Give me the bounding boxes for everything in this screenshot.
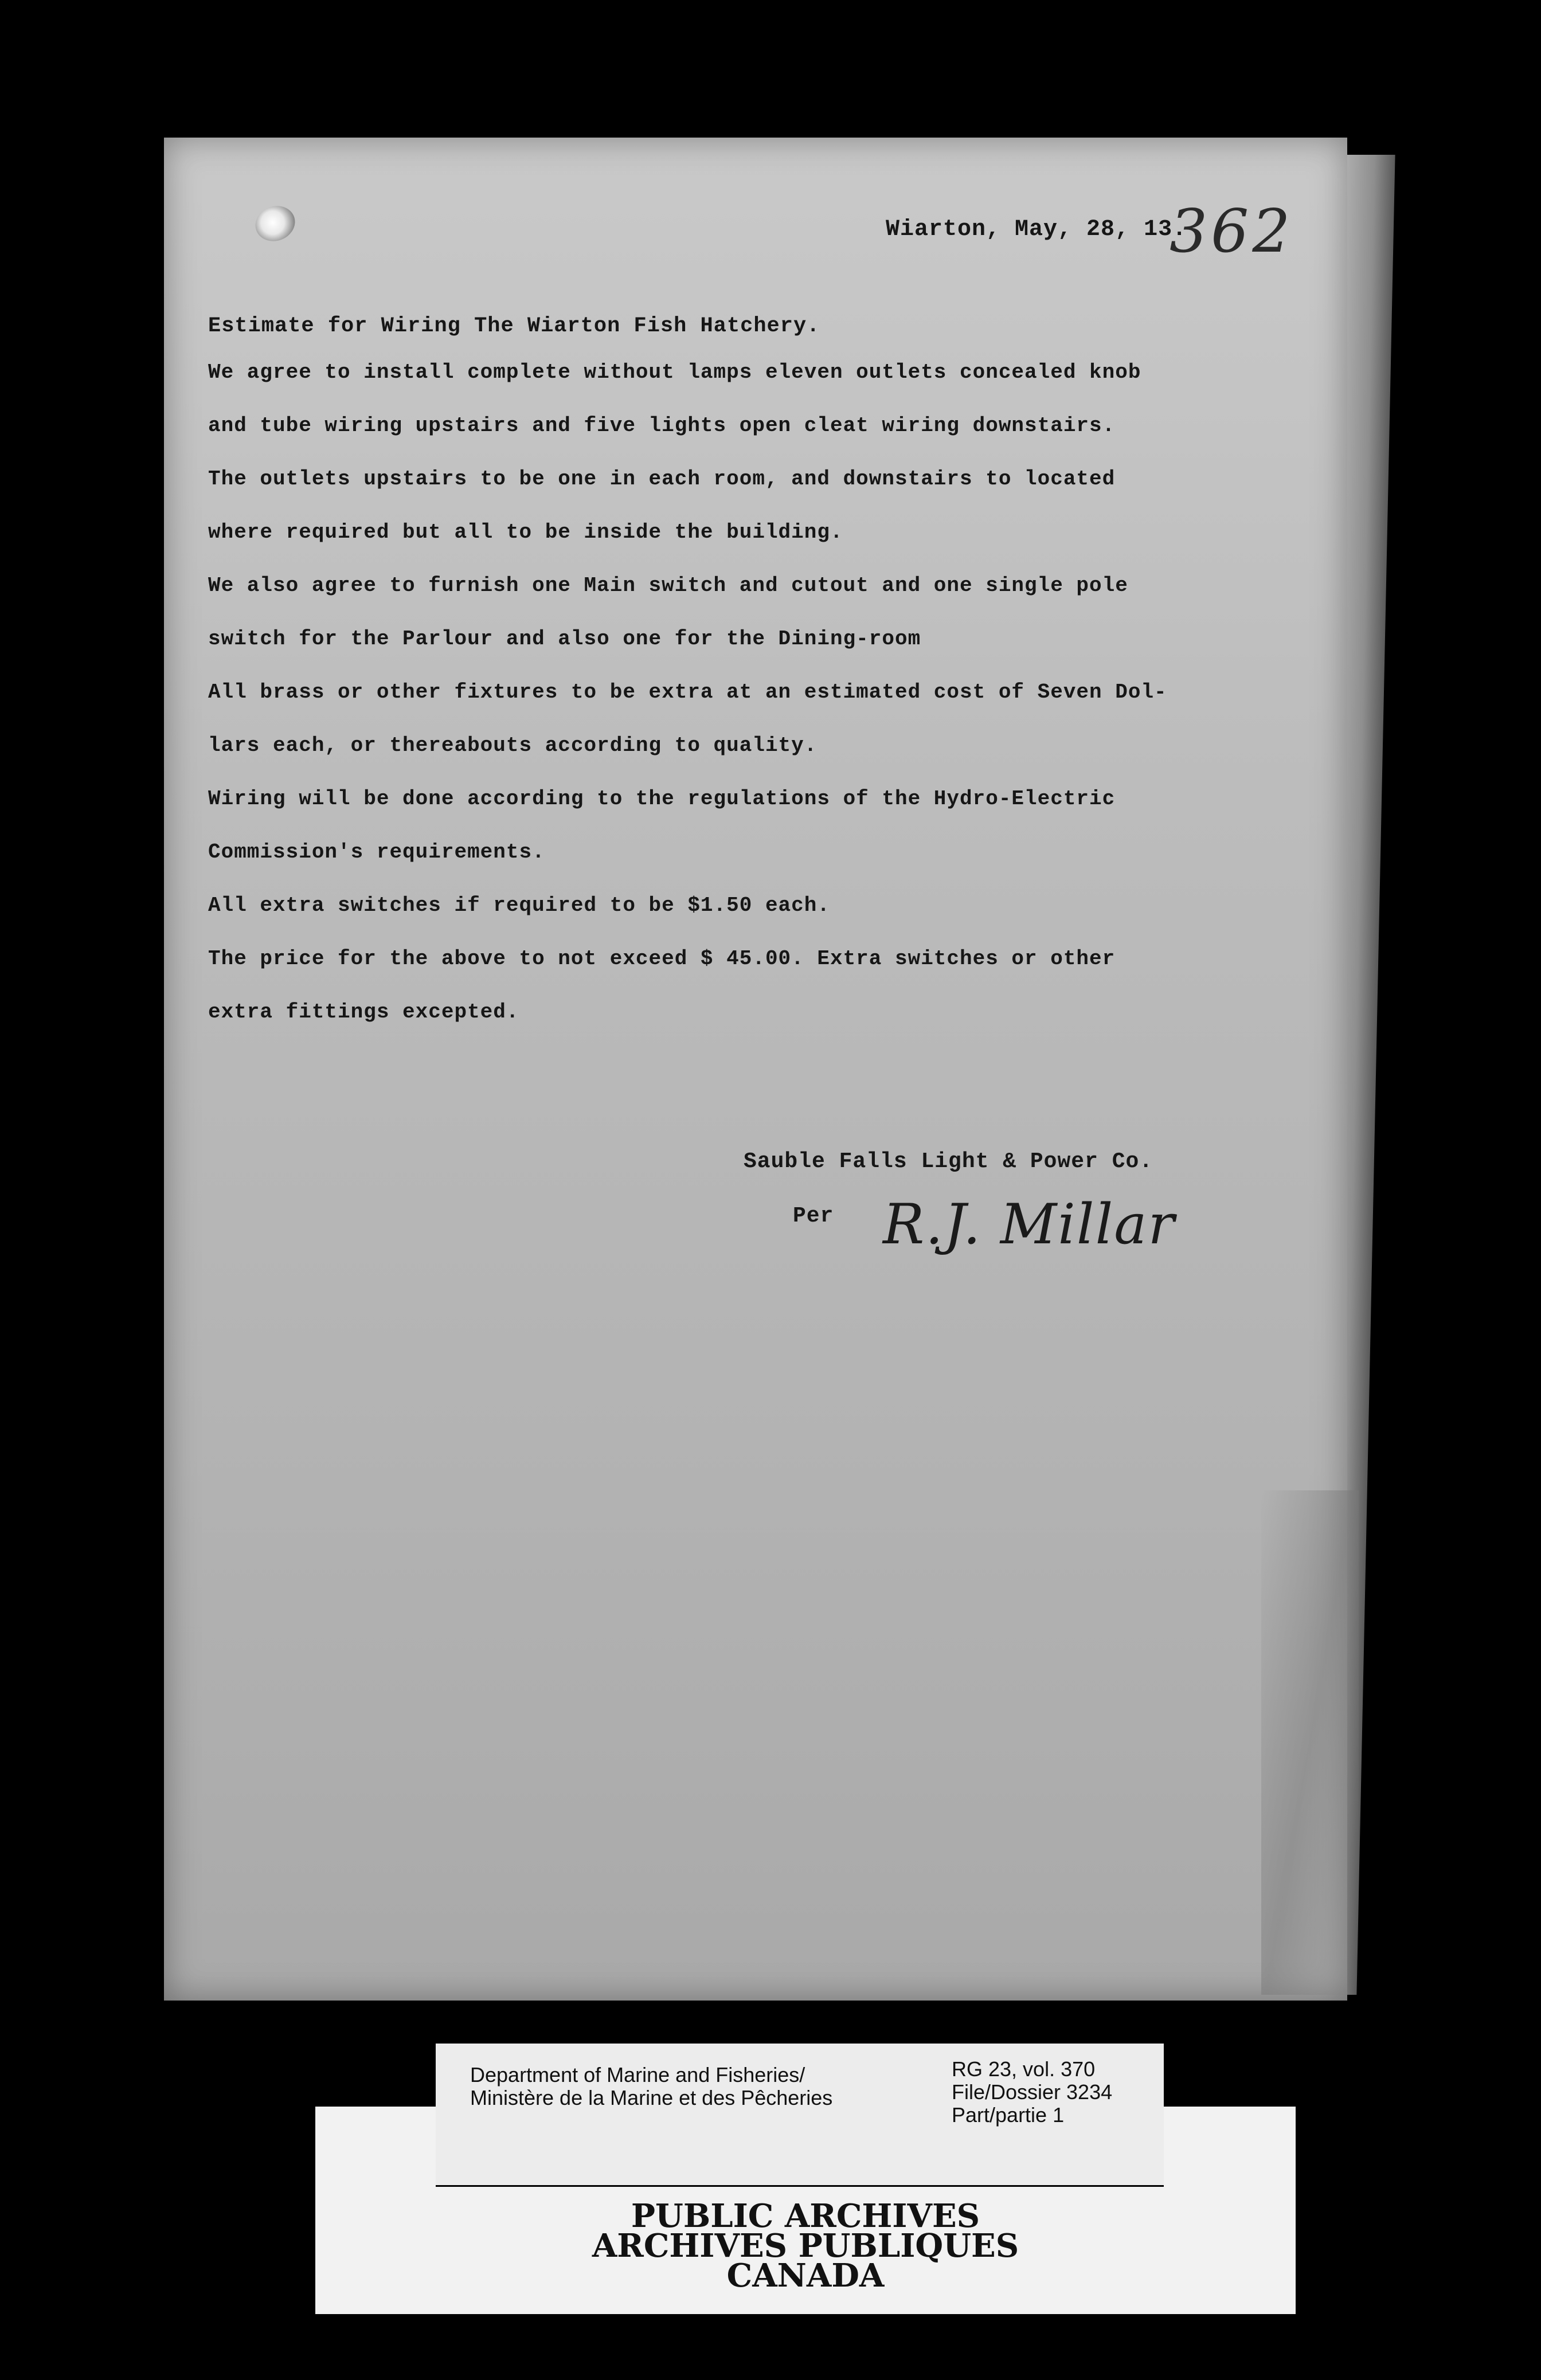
reference-volume: RG 23, vol. 370 (952, 2057, 1096, 2081)
department-english: Department of Marine and Fisheries/ (470, 2063, 805, 2087)
date-line: Wiarton, May, 28, 13. (886, 217, 1187, 242)
body-line: The outlets upstairs to be one in each room, and downstairs to located (208, 467, 1116, 491)
archives-line-en: PUBLIC ARCHIVES (631, 2197, 980, 2235)
body-line: where required but all to be inside the building. (208, 520, 843, 544)
body-line: We agree to install complete without lamps eleven outlets concealed knob (208, 361, 1141, 384)
reference-part: Part/partie 1 (952, 2103, 1065, 2127)
reference-block (952, 2058, 1112, 2127)
public-archives-stamp (315, 2197, 1296, 2295)
body-line: Commission's requirements. (208, 840, 545, 864)
document-body (208, 355, 1297, 1048)
handwritten-signature: R.J. Millar (883, 1192, 1176, 1256)
per-label: Per (793, 1204, 834, 1228)
body-line: extra fittings excepted. (208, 1000, 519, 1024)
body-line: lars each, or thereabouts according to quality. (208, 734, 818, 757)
body-line: switch for the Parlour and also one for the Dining-room (208, 627, 921, 651)
body-line: The price for the above to not exceed $ 45.00. Extra switches or other (208, 947, 1116, 970)
archives-line-fr: ARCHIVES PUBLIQUES (592, 2227, 1019, 2265)
body-line: Wiring will be done according to the regulations of the Hydro-Electric (208, 787, 1116, 811)
paper-fold-shadow (1261, 1490, 1359, 1995)
body-line: All extra switches if required to be $1.50 each. (208, 894, 830, 917)
body-line: We also agree to furnish one Main switch and cutout and one single pole (208, 574, 1128, 597)
body-line: All brass or other fixtures to be extra at an estimated cost of Seven Dol- (208, 680, 1167, 704)
department-block (470, 2064, 832, 2109)
reference-file: File/Dossier 3234 (952, 2080, 1113, 2104)
folio-number: 362 (1170, 196, 1294, 266)
label-divider (436, 2185, 1164, 2187)
company-name: Sauble Falls Light & Power Co. (744, 1149, 1153, 1174)
department-french: Ministère de la Marine et des Pêcheries (470, 2086, 833, 2109)
body-line: and tube wiring upstairs and five lights open cleat wiring downstairs. (208, 414, 1116, 437)
document-heading: Estimate for Wiring The Wiarton Fish Hatchery. (208, 314, 820, 338)
archives-line-country: CANADA (726, 2257, 885, 2295)
